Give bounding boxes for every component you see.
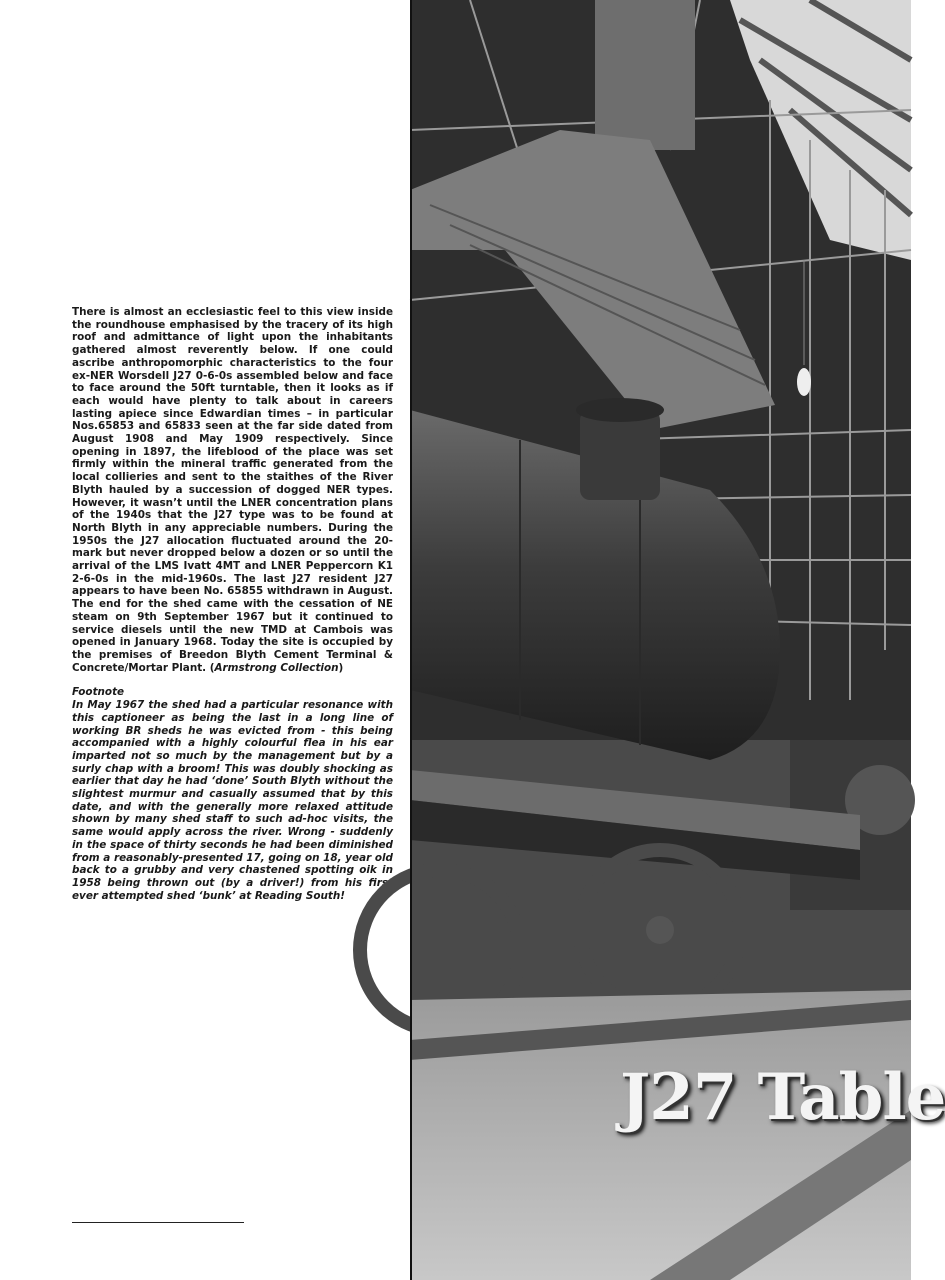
- photo-credit: Armstrong Collection: [214, 661, 339, 674]
- caption-paragraph: [72, 306, 393, 674]
- credit-open: (: [206, 661, 215, 674]
- caption-text: There is almost an ecclesiastic feel to this view inside the roundhouse emphasised by the tracery of its high roof and admittance of light upon the inhabitants gathered almost reverently below. If one could ascribe anthropomorphic characteristics to the four ex-NER Worsdell J27 0-6-0s assembled below and face to face around the 50ft turntable, then it looks as if each would have plenty to talk about in careers lasting apiece since Edwardian times – in particular Nos.65853 and 65833 seen at the far side dated from August 1908 and May 1909 respectively. Since opening in 1897, the lifeblood of the place was set firmly within the mineral traffic generated from the local collieries and sent to the staithes of the River Blyth hauled by a succession of dogged NER types. However, it wasn’t until the LNER concentration plans of the 1940s that the J27 type was to be found at North Blyth in any appreciable numbers. During the 1950s the J27 allocation fluctuated around the 20-mark but never dropped below a dozen or so until the arrival of the LMS Ivatt 4MT and LNER Peppercorn K1 2-6-0s in the mid-1960s. The last J27 resident J27 appears to have been No. 65855 withdrawn in August. The end for the shed came with the cessation of NE steam on 9th September 1967 but it continued to service diesels until the new TMD at Cambois was opened in January 1968. Today the site is occupied by the premises of Breedon Blyth Cement Terminal & Concrete/Mortar Plant.: [72, 306, 393, 674]
- credit-close: ): [338, 661, 344, 674]
- footnote-divider: [72, 1222, 244, 1223]
- page-title: J27 Table: [620, 1060, 945, 1135]
- footnote-text: In May 1967 the shed had a particular resonance with this captioneer as being the last in a long line of working BR sheds he was evicted from - this being accompanied with a highly colourful flea in his ear imparted not so much by the management but by a surly chap with a broom! This was doubly shocking as earlier that day he had ‘done’ South Blyth without the slightest murmur and casually assumed that by this date, and with the generally more relaxed attitude shown by many shed staff to such ad-hoc visits, the same would apply across the river. Wrong - suddenly in the space of thirty seconds he had been diminished from a reasonably-presented 17, going on 18, year old back to a grubby and very chastened spotting oik in 1958 being thrown out (by a driver!) from his first ever attempted shed ‘bunk’ at Reading South!: [72, 699, 393, 902]
- footnote-heading: Footnote: [72, 686, 125, 699]
- caption-column: [72, 306, 393, 902]
